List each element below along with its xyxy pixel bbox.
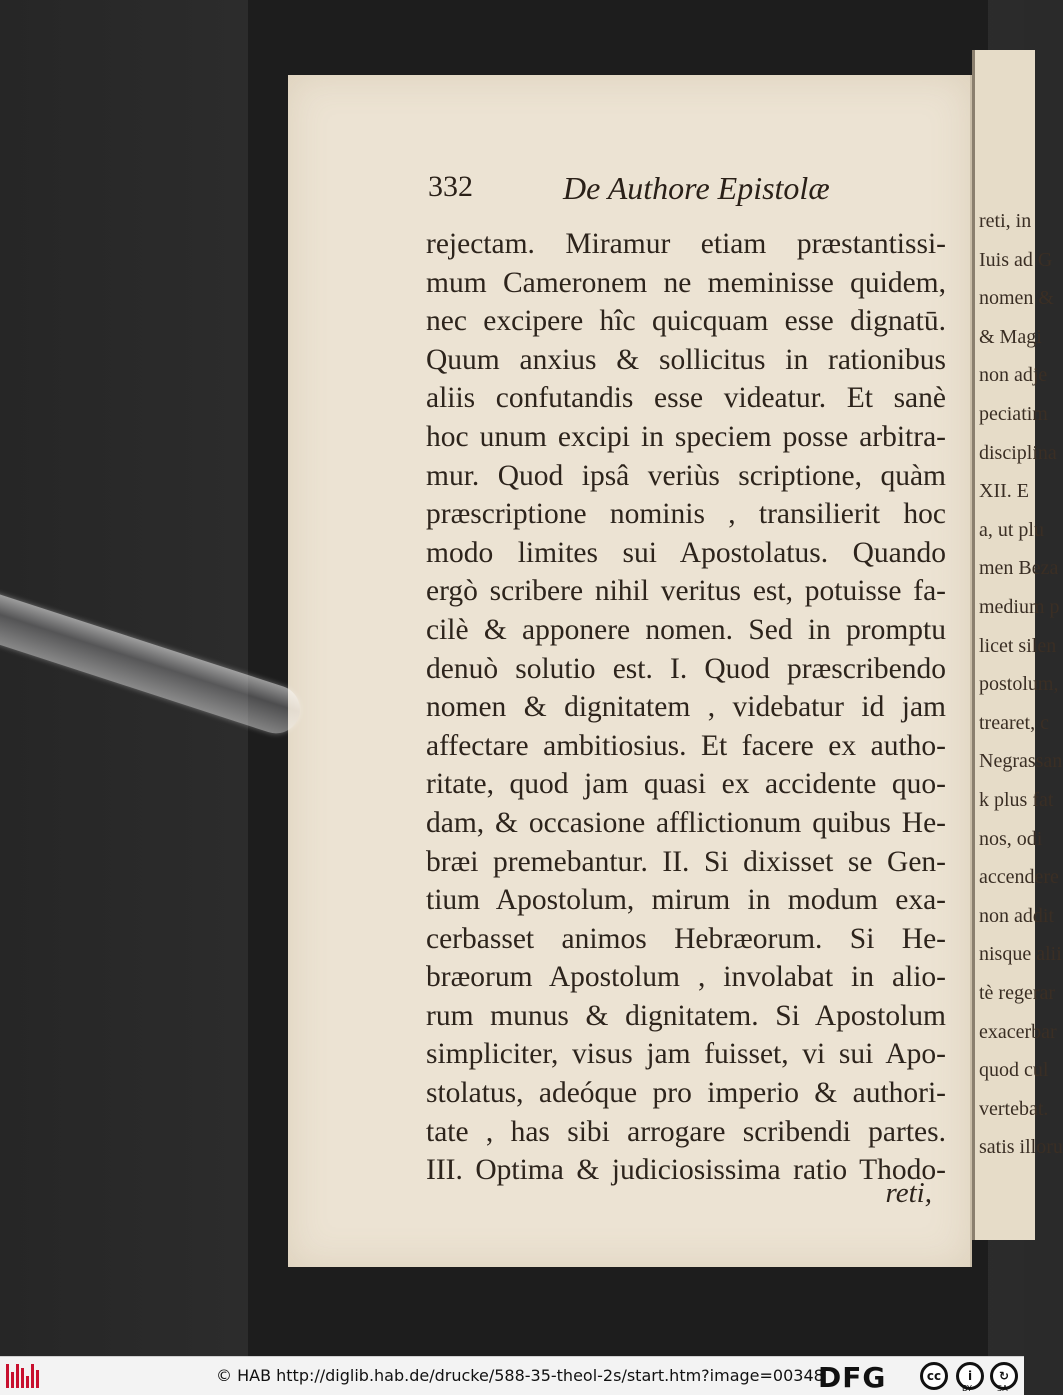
facing-page-line: nisque alii <box>979 943 1062 966</box>
facing-page-line: non addit <box>979 904 1054 927</box>
hab-logo-bar <box>36 1370 39 1388</box>
text-line: affectare ambitiosius. Et facere ex autho- <box>426 729 946 762</box>
source-url[interactable]: © HAB http://diglib.hab.de/drucke/588-35-theol-2s/start.htm?image=00348 <box>216 1366 824 1385</box>
facing-page-line: trearet, c <box>979 711 1049 734</box>
text-line: Quum anxius & sollicitus in rationibus <box>426 343 946 376</box>
text-line: III. Optima & judiciosissima ratio Thodo- <box>426 1154 946 1187</box>
facing-page-line: nos, odi <box>979 827 1043 850</box>
text-line: nec excipere hîc quicquam esse dignatū. <box>426 305 946 338</box>
text-line: modo limites sui Apostolatus. Quando <box>426 536 946 569</box>
hab-logo-bar <box>21 1368 24 1388</box>
text-line: bræi premebantur. II. Si dixisset se Gen- <box>426 845 946 878</box>
catchword: reti, <box>885 1177 932 1209</box>
facing-page-line: Negrassan <box>979 750 1063 773</box>
text-line: dam, & occasione afflictionum quibus He- <box>426 806 946 839</box>
dfg-logo[interactable]: DFG <box>818 1361 887 1394</box>
text-line: bræorum Apostolum , involabat in alio- <box>426 961 946 994</box>
text-line: præscriptione nominis , transilierit hoc <box>426 498 946 531</box>
facing-page-line: accendere <box>979 866 1059 889</box>
facing-page-line: men Beza <box>979 557 1059 580</box>
text-line: cerbasset animos Hebræorum. Si He- <box>426 922 946 955</box>
facing-page-line: exacerbar <box>979 1020 1057 1043</box>
facing-page-line: Iuis ad G <box>979 248 1053 271</box>
text-line: rum munus & dignitatem. Si Apostolum <box>426 999 946 1032</box>
text-line: denuò solutio est. I. Quod præscribendo <box>426 652 946 685</box>
text-line: ritate, quod jam quasi ex accidente quo- <box>426 768 946 801</box>
facing-page-line: reti, in <box>979 210 1032 232</box>
facing-page-line: licet silen <box>979 634 1057 657</box>
facing-page-fragment <box>972 50 1063 1240</box>
hab-logo-bar <box>6 1364 9 1388</box>
hab-logo-bar <box>26 1376 29 1388</box>
facing-page-line: peciatim <box>979 403 1048 425</box>
page-number: 332 <box>428 170 473 203</box>
facing-page-line: satis illoru <box>979 1136 1063 1159</box>
facing-page-line: nomen & <box>979 287 1054 310</box>
facing-page-line: vertebat. <box>979 1097 1049 1120</box>
attribution-icon[interactable]: i <box>956 1362 984 1390</box>
text-line: stolatus, adeóque pro imperio & authori- <box>426 1077 946 1110</box>
text-line: mum Cameronem ne meminisse quidem, <box>426 266 946 299</box>
text-line: tium Apostolum, mirum in modum exa- <box>426 884 946 917</box>
text-line: nomen & dignitatem , videbatur id jam <box>426 691 946 724</box>
text-line: hoc unum excipi in speciem posse arbitra- <box>426 420 946 453</box>
hab-logo-icon[interactable] <box>6 1364 42 1388</box>
hab-logo-bar <box>11 1372 14 1388</box>
facing-page-line: medium p <box>979 596 1060 618</box>
facing-page-line: XII. E <box>979 480 1029 503</box>
text-line: simpliciter, visus jam fuisset, vi sui Apo- <box>426 1038 946 1071</box>
text-line: aliis confutandis esse videatur. Et sanè <box>426 382 946 415</box>
facing-page-line: quod cul <box>979 1059 1049 1082</box>
book-page <box>288 75 972 1267</box>
share-alike-icon[interactable]: ↻ <box>990 1362 1018 1390</box>
license-by-label: BY <box>962 1384 972 1393</box>
facing-page-line: postolum, <box>979 673 1059 696</box>
text-line: ergò scribere nihil veritus est, potuisse fa- <box>426 575 946 608</box>
hab-logo-bar <box>31 1364 34 1388</box>
facing-page-line: k plus fat <box>979 789 1054 811</box>
page-header <box>428 170 948 210</box>
text-line: rejectam. Miramur etiam præstantissi- <box>426 228 946 260</box>
running-title: De Authore Epistolæ <box>563 170 830 206</box>
text-line: tate , has sibi arrogare scribendi partes. <box>426 1115 946 1148</box>
hab-logo-bar <box>16 1364 19 1388</box>
facing-page-line: a, ut plu <box>979 518 1044 541</box>
viewer-footer <box>0 1356 1024 1395</box>
facing-page-line: disciplina <box>979 441 1057 464</box>
creative-commons-icon[interactable]: cc <box>920 1362 948 1390</box>
text-line: mur. Quod ipsâ veriùs scriptione, quàm <box>426 459 946 492</box>
facing-page-line: non adje <box>979 364 1048 387</box>
facing-page-line: tè regerar <box>979 982 1056 1004</box>
facing-page-line: & Magi <box>979 325 1042 348</box>
body-text <box>426 225 946 1190</box>
license-sa-label: SA <box>997 1384 1008 1393</box>
text-line: cilè & apponere nomen. Sed in promptu <box>426 613 946 646</box>
